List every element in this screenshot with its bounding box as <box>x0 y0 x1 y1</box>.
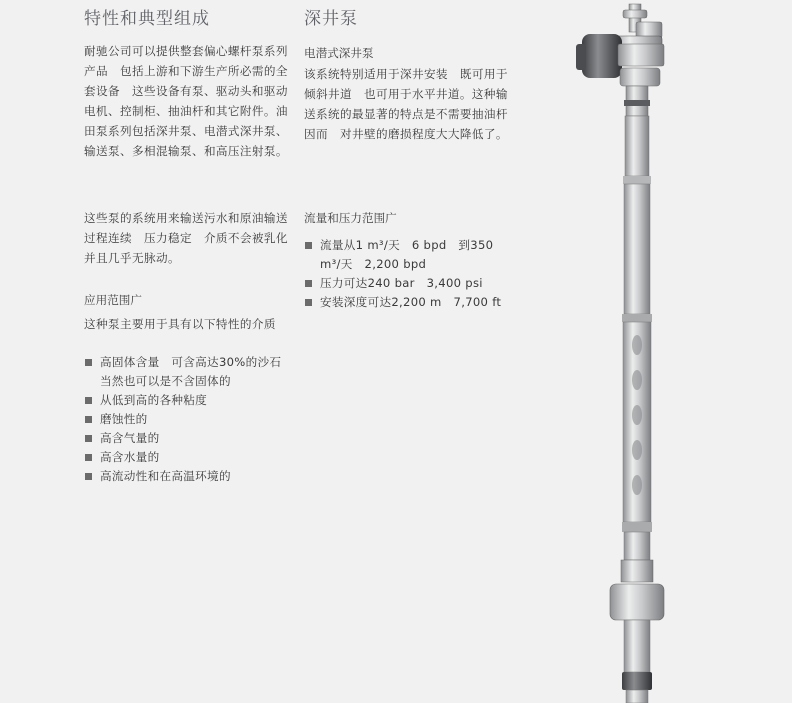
list-item: 高流动性和在高温环境的 <box>84 467 284 486</box>
list-item: 流量从1 m³/天 6 bpd 到350 m³/天 2,200 bpd <box>304 236 504 274</box>
section-heading-features: 特性和典型组成 <box>84 9 210 29</box>
application-intro: 这种泵主要用于具有以下特性的介质 <box>84 317 276 331</box>
list-item: 高含水量的 <box>84 448 284 467</box>
esp-description: 该系统特别适用于深井安装 既可用于倾斜井道 也可用于水平井道。这种输送系统的最显著的特点是不需要抽油杆 因而 对井壁的磨损程度大大降低了。 <box>304 67 520 141</box>
feature-list <box>84 353 306 486</box>
application-heading: 应用范围广 <box>84 293 142 307</box>
esp-heading: 电潜式深井泵 <box>304 46 374 60</box>
list-item: 高固体含量 可含高达30%的沙石 当然也可以是不含固体的 <box>84 353 284 391</box>
list-item: 从低到高的各种粘度 <box>84 391 284 410</box>
pump-column <box>610 116 664 703</box>
section-heading-deep-well-pump: 深井泵 <box>304 9 358 29</box>
list-item: 高含气量的 <box>84 429 284 448</box>
intro-paragraph: 耐驰公司可以提供整套偏心螺杆泵系列产品 包括上游和下游生产所必需的全套设备 这些设备有泵、驱动头和驱动电机、控制柜、抽油杆和其它附件。油田泵系列包括深井泵、电潜式深井泵、输送泵、多相混输泵、和高压注射泵。 <box>84 44 288 158</box>
list-item: 磨蚀性的 <box>84 410 284 429</box>
list-item: 安装深度可达2,200 m 7,700 ft <box>304 293 504 312</box>
spec-list <box>304 236 504 312</box>
deep-well-pump-illustration <box>552 0 692 703</box>
list-item: 压力可达240 bar 3,400 psi <box>304 274 504 293</box>
system-paragraph: 这些泵的系统用来输送污水和原油输送过程连续 压力稳定 介质不会被乳化 并且几乎无脉动。 <box>84 211 300 265</box>
drive-head <box>576 4 664 116</box>
range-heading: 流量和压力范围广 <box>304 211 397 225</box>
